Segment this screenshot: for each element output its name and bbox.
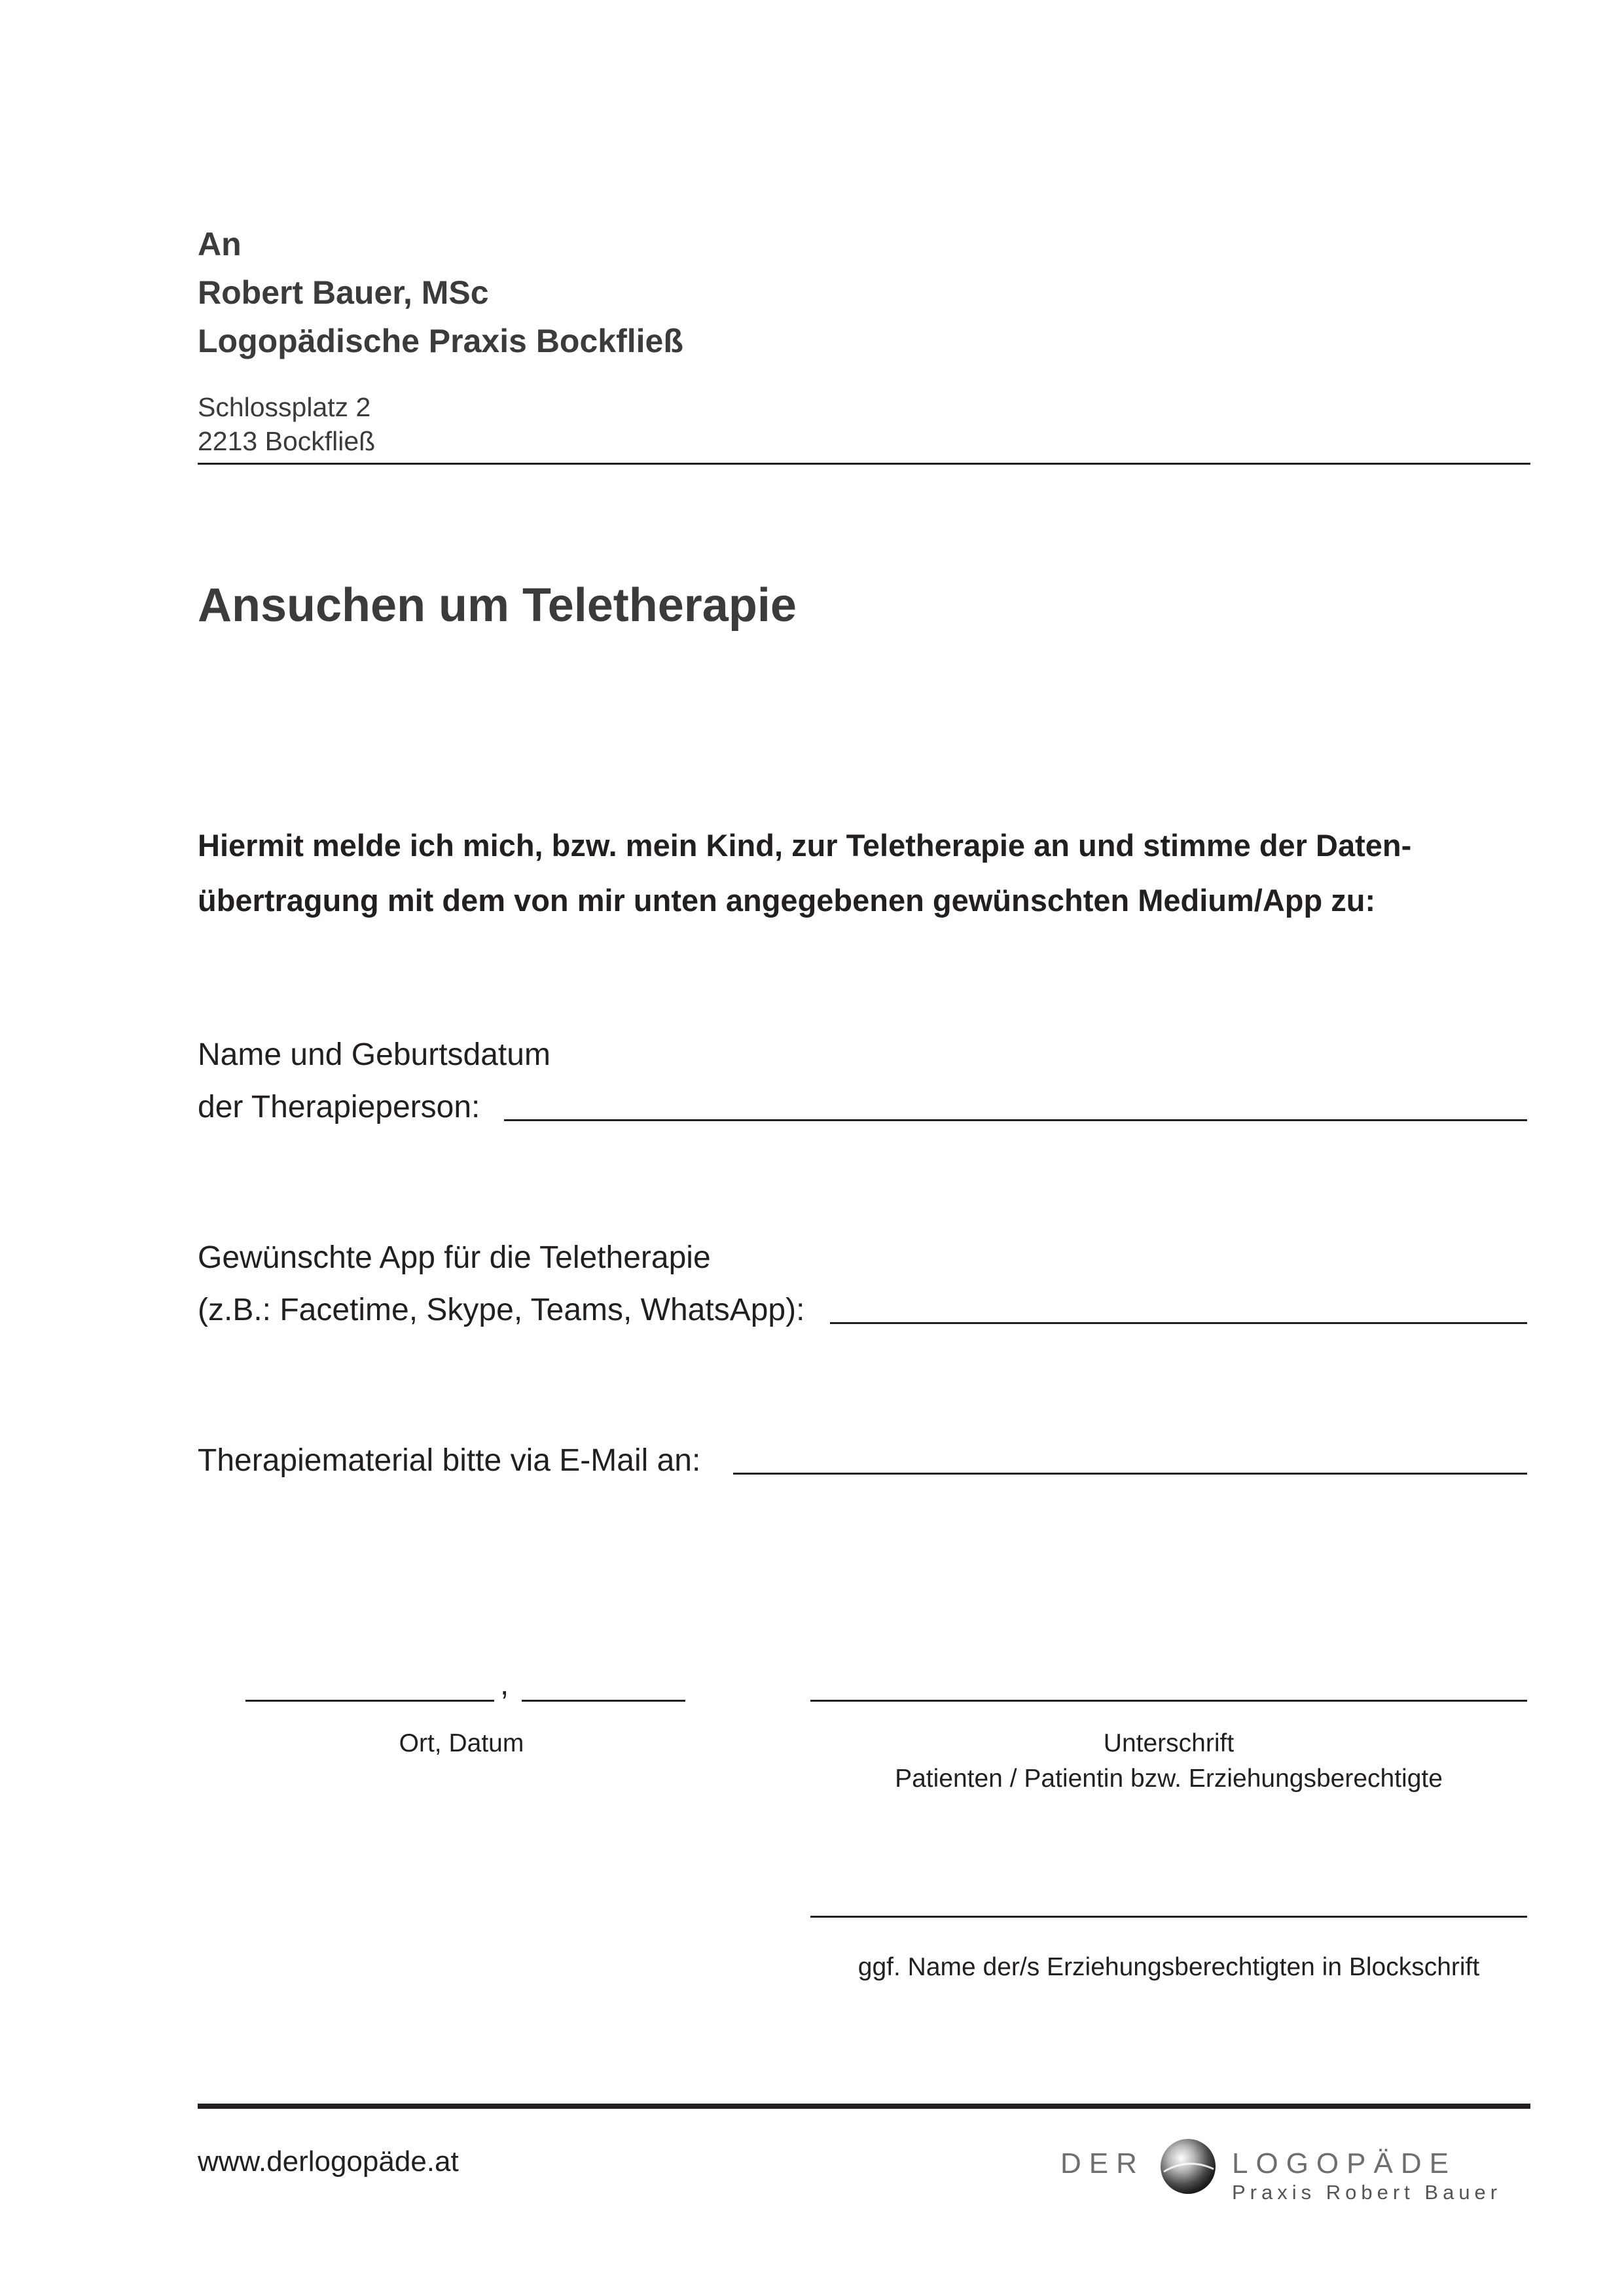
logo-subtitle: Praxis Robert Bauer — [1232, 2181, 1502, 2204]
footer-divider — [198, 2104, 1530, 2109]
name-field-line[interactable] — [504, 1119, 1527, 1121]
email-field-label: Therapiematerial bitte via E-Mail an: — [198, 1443, 701, 1478]
recipient-name: Robert Bauer, MSc — [198, 274, 489, 311]
header-divider — [198, 463, 1530, 465]
email-field-line[interactable] — [733, 1473, 1527, 1475]
place-date-caption: Ort, Datum — [399, 1729, 524, 1757]
guardian-caption: ggf. Name der/s Erziehungsberechtigten in Blockschrift — [857, 1953, 1480, 1981]
app-field-label-1: Gewünschte App für die Teletherapie — [198, 1240, 711, 1275]
address-city: 2213 Bockfließ — [198, 426, 376, 456]
logo-word-left: DER — [1060, 2147, 1145, 2179]
document-title: Ansuchen um Teletherapie — [198, 579, 797, 632]
recipient-practice: Logopädische Praxis Bockfließ — [198, 323, 683, 359]
website-url: www.derlogopäde.at — [198, 2145, 459, 2178]
signature-caption-2: Patienten / Patientin bzw. Erziehungsberechtigte — [895, 1765, 1443, 1793]
name-field-label-2: der Therapieperson: — [198, 1090, 480, 1124]
signature-caption-1: Unterschrift — [1103, 1729, 1235, 1757]
signature-line[interactable] — [810, 1700, 1527, 1702]
address-street: Schlossplatz 2 — [198, 392, 371, 422]
address-block — [198, 390, 375, 458]
date-signature-line[interactable] — [522, 1700, 685, 1702]
practice-logo — [1060, 2126, 1532, 2204]
place-signature-line[interactable] — [245, 1700, 494, 1702]
place-date-comma: , — [500, 1667, 509, 1702]
recipient-prefix: An — [198, 226, 242, 262]
app-field-label-2: (z.B.: Facetime, Skype, Teams, WhatsApp): — [198, 1293, 805, 1327]
recipient-block — [198, 220, 683, 365]
name-field-label-1: Name und Geburtsdatum — [198, 1037, 550, 1072]
app-field-line[interactable] — [830, 1322, 1527, 1324]
logo-word-right: LOGOPÄDE — [1232, 2147, 1456, 2179]
guardian-name-line[interactable] — [810, 1916, 1527, 1918]
logo-graphic — [1060, 2126, 1532, 2204]
intro-paragraph — [198, 818, 1540, 928]
intro-line-1: Hiermit melde ich mich, bzw. mein Kind, zur Teletherapie an und stimme der Daten- — [198, 828, 1412, 863]
intro-line-2: übertragung mit dem von mir unten angegebenen gewünschten Medium/App zu: — [198, 883, 1376, 918]
